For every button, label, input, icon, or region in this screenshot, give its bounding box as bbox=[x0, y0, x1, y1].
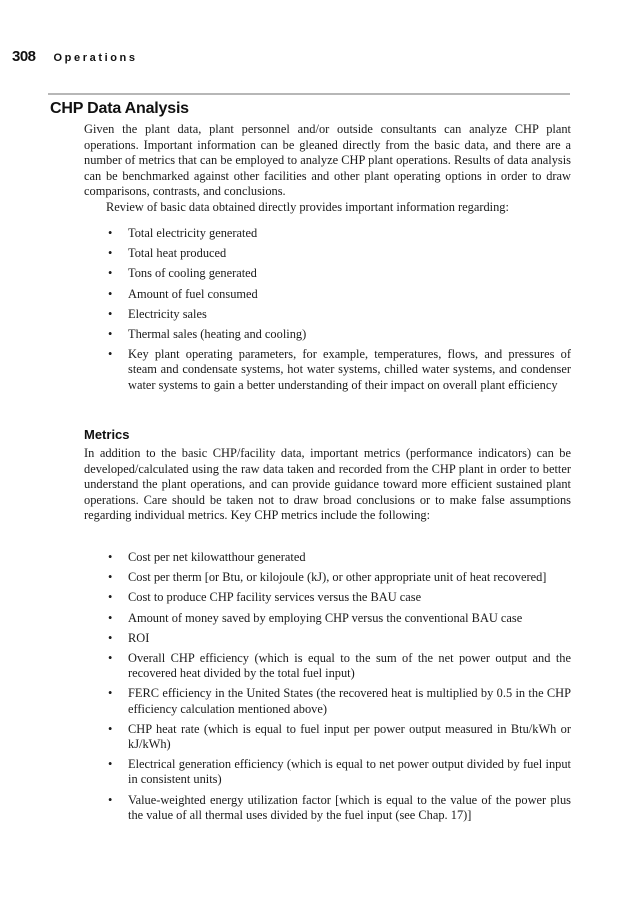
metrics-title: Metrics bbox=[84, 427, 130, 442]
list-item: • Cost to produce CHP facility services versus the BAU case bbox=[108, 590, 571, 605]
list-item: • FERC efficiency in the United States (the recovered heat is multiplied by 0.5 in the CHP efficiency calculation mentioned above) bbox=[108, 686, 571, 716]
list-item: • Thermal sales (heating and cooling) bbox=[108, 327, 571, 342]
basic-data-list bbox=[108, 226, 571, 398]
list-item: • ROI bbox=[108, 631, 571, 646]
list-item: • Key plant operating parameters, for example, temperatures, flows, and pressures of steam and condensate systems, hot water systems, chilled water systems, and condenser water systems to gain a better understanding of their impact on overall plant efficiency bbox=[108, 347, 571, 393]
list-item: • Value-weighted energy utilization factor [which is equal to the value of the power plus the value of all thermal uses divided by the fuel input (see Chap. 17)] bbox=[108, 793, 571, 823]
section-title: CHP Data Analysis bbox=[50, 100, 189, 117]
list-item: • Amount of fuel consumed bbox=[108, 287, 571, 302]
list-item: • Electricity sales bbox=[108, 307, 571, 322]
list-item: • CHP heat rate (which is equal to fuel input per power output measured in Btu/kWh or kJ/kWh) bbox=[108, 722, 571, 752]
page-number: 308 bbox=[12, 48, 36, 65]
list-item: • Cost per net kilowatthour generated bbox=[108, 550, 571, 565]
metrics-paragraph: In addition to the basic CHP/facility data, important metrics (performance indicators) can be developed/calculated using the raw data taken and recorded from the CHP plant in order to better understand the plant operations, and can provide guidance toward more efficient sustained plant operations. Care should be taken not to draw broad conclusions or to make false assumptions regarding individual metrics. Key CHP metrics include the following: bbox=[84, 446, 571, 523]
header-rule bbox=[48, 93, 570, 95]
section-intro bbox=[84, 122, 571, 216]
list-item: • Total heat produced bbox=[108, 246, 571, 261]
list-item: • Total electricity generated bbox=[108, 226, 571, 241]
list-item: • Tons of cooling generated bbox=[108, 266, 571, 281]
list-item: • Overall CHP efficiency (which is equal to the sum of the net power output and the recovered heat divided by the total fuel input) bbox=[108, 651, 571, 681]
section-paragraph-2: Review of basic data obtained directly provides important information regarding: bbox=[106, 199, 509, 214]
page-header bbox=[12, 48, 138, 66]
list-item: • Electrical generation efficiency (which is equal to net power output divided by fuel input in consistent units) bbox=[108, 757, 571, 787]
list-item: • Cost per therm [or Btu, or kilojoule (kJ), or other appropriate unit of heat recovered] bbox=[108, 570, 571, 585]
list-item: • Amount of money saved by employing CHP versus the conventional BAU case bbox=[108, 611, 571, 626]
metrics-intro bbox=[84, 446, 571, 524]
section-paragraph-1: Given the plant data, plant personnel and/or outside consultants can analyze CHP plant operations. Important information can be gleaned directly from the basic data, and there are a number of metrics that can be employed to analyze CHP plant operations. Results of data analysis can be benchmarked against other facilities and other plant operating options in order to draw comparisons, contrasts, and conclusions. bbox=[84, 122, 571, 199]
metrics-list bbox=[108, 550, 571, 828]
running-head: Operations bbox=[53, 52, 138, 64]
